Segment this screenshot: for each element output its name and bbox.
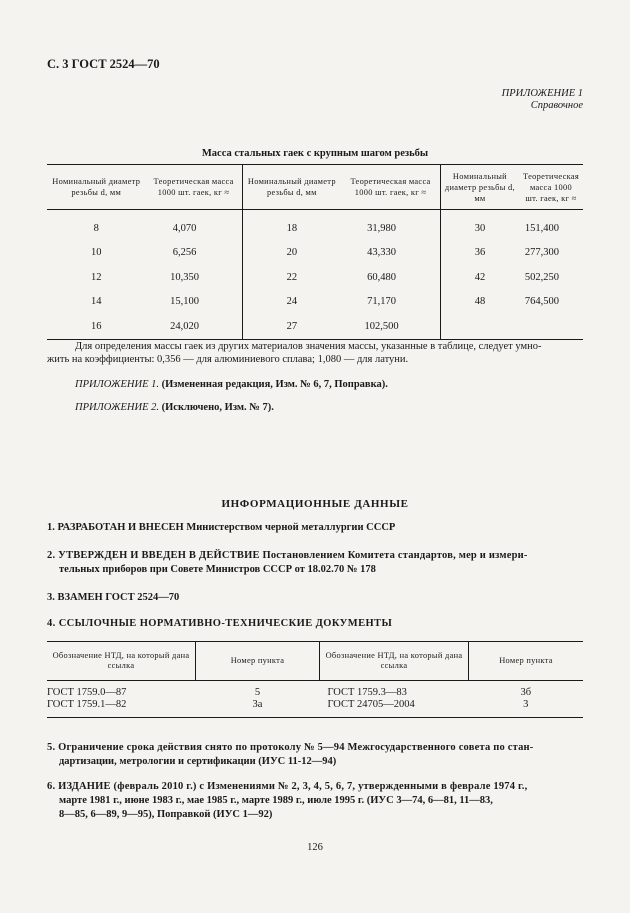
col-header-mass: Теоретическая масса 1000 шт. гаек, кг ≈: [146, 165, 243, 210]
info-item-4: 4. ССЫЛОЧНЫЕ НОРМАТИВНО-ТЕХНИЧЕСКИЕ ДОКУМЕНТЫ: [47, 618, 393, 629]
table-cell: ГОСТ 1759.1—82: [47, 699, 196, 718]
mass-table: [47, 164, 583, 340]
col-header-ntd: Обозначение НТД, на который дана ссылка: [320, 642, 469, 681]
table-cell: ГОСТ 1759.0—87: [47, 687, 127, 698]
note-label: ПРИЛОЖЕНИЕ 1.: [75, 379, 159, 390]
table-row: [47, 699, 583, 718]
table-cell: 10: [91, 247, 102, 259]
table-row: [47, 210, 583, 241]
amendment-note: [75, 379, 388, 390]
table-cell: 15,100: [170, 296, 199, 308]
table-cell: 6,256: [172, 247, 197, 259]
table-cell: 4,070: [172, 222, 197, 234]
info-item-line: 8—85, 6—89, 9—95), Поправкой (ИУС 1—92): [59, 809, 273, 820]
table-cell: 10,350: [170, 271, 199, 283]
table-row: [47, 314, 583, 339]
table-row: [47, 290, 583, 315]
appendix-label: [502, 88, 583, 112]
coefficient-paragraph: [47, 340, 583, 366]
info-item-3: 3. ВЗАМЕН ГОСТ 2524—70: [47, 592, 180, 603]
table-cell: [440, 314, 519, 339]
table-cell: 102,500: [341, 314, 440, 339]
table-cell: 151,400: [524, 222, 560, 234]
table-cell: 42: [440, 265, 519, 290]
paragraph-line: Для определения массы гаек из других материалов значения массы, указанные в таблице, следует умно-: [75, 341, 542, 352]
table-cell: 22: [242, 265, 341, 290]
table-cell: 24,020: [146, 314, 243, 339]
info-item-line: тельных приборов при Совете Министров СССР от 18.02.70 № 178: [59, 564, 376, 575]
appendix-number: ПРИЛОЖЕНИЕ 1: [501, 88, 583, 99]
info-item-5: [47, 741, 583, 769]
col-header-diameter: Номинальный диаметр резьбы d, мм: [47, 165, 146, 210]
table-cell: 16: [47, 314, 146, 339]
info-item-line: марте 1981 г., июне 1983 г., мае 1985 г., марте 1989 г., июле 1995 г. (ИУС 3—74, 6—81, 11—83,: [59, 795, 493, 806]
note-text: (Измененная редакция, Изм. № 6, 7, Поправка).: [161, 379, 388, 390]
table-cell: 277,300: [524, 247, 560, 259]
table-cell: [519, 314, 583, 339]
page-header: С. 3 ГОСТ 2524—70: [47, 57, 160, 71]
amendment-note: [75, 402, 274, 413]
table-cell: 14: [91, 296, 102, 308]
info-item-6: [47, 780, 583, 822]
info-item-line: 5. Ограничение срока действия снято по протоколу № 5—94 Межгосударственного совета по стан-: [47, 742, 534, 753]
table-cell: 36: [440, 241, 519, 266]
table-row: [47, 265, 583, 290]
table-cell: ГОСТ 1759.3—83: [327, 687, 407, 698]
col-header-mass: Теоретическая масса 1000 шт. гаек, кг ≈: [519, 165, 583, 210]
col-header-clause: Номер пункта: [196, 642, 320, 681]
info-item-2: [47, 549, 583, 577]
table-cell: 30: [440, 210, 519, 241]
info-item-line: дартизации, метрологии и сертификации (ИУС 11-12—94): [59, 756, 337, 767]
paragraph-line: жить на коэффициенты: 0,356 — для алюминиевого сплава; 1,080 — для латуни.: [47, 354, 409, 365]
table-cell: 12: [91, 271, 102, 283]
table-cell: 48: [440, 290, 519, 315]
refs-table: [47, 641, 583, 718]
info-item-line: 2. УТВЕРЖДЕН И ВВЕДЕН В ДЕЙСТВИЕ Постановлением Комитета стандартов, мер и измери-: [47, 550, 528, 561]
table-cell: 3б: [520, 687, 532, 698]
table-cell: 43,330: [367, 247, 396, 259]
table-cell: 3: [469, 699, 584, 718]
table-cell: 60,480: [367, 271, 396, 283]
table-cell: 502,250: [524, 271, 560, 283]
table-cell: 24: [242, 290, 341, 315]
table-cell: 20: [242, 241, 341, 266]
table-row: [47, 241, 583, 266]
col-header-ntd: Обозначение НТД, на который дана ссылка: [47, 642, 196, 681]
col-header-diameter: Номинальный диаметр резьбы d, мм: [440, 165, 519, 210]
table-cell: 31,980: [367, 222, 396, 234]
table-cell: ГОСТ 24705—2004: [320, 699, 469, 718]
table-cell: 18: [242, 210, 341, 241]
table-cell: 5: [254, 687, 261, 698]
appendix-type: Справочное: [530, 100, 583, 111]
info-heading: ИНФОРМАЦИОННЫЕ ДАННЫЕ: [221, 498, 409, 510]
note-text: (Исключено, Изм. № 7).: [161, 402, 274, 413]
table-cell: 27: [242, 314, 341, 339]
note-label: ПРИЛОЖЕНИЕ 2.: [75, 402, 159, 413]
table-cell: 8: [93, 222, 99, 234]
refs-header-row: [47, 642, 583, 681]
mass-table-header-row: [47, 165, 583, 210]
col-header-diameter: Номинальный диаметр резьбы d, мм: [242, 165, 341, 210]
table-row: [47, 681, 583, 700]
info-item-1: 1. РАЗРАБОТАН И ВНЕСЕН Министерством черной металлургии СССР: [47, 522, 396, 533]
col-header-mass: Теоретическая масса 1000 шт. гаек, кг ≈: [341, 165, 440, 210]
info-item-line: 6. ИЗДАНИЕ (февраль 2010 г.) с Изменениями № 2, 3, 4, 5, 6, 7, утвержденными в феврале 1974 г.,: [47, 781, 528, 792]
table-cell: 71,170: [367, 296, 396, 308]
col-header-clause: Номер пункта: [469, 642, 584, 681]
table-cell: 764,500: [524, 296, 560, 308]
table-cell: 3а: [196, 699, 320, 718]
table-title: Масса стальных гаек с крупным шагом резьбы: [201, 148, 429, 159]
page-number: 126: [307, 842, 323, 853]
